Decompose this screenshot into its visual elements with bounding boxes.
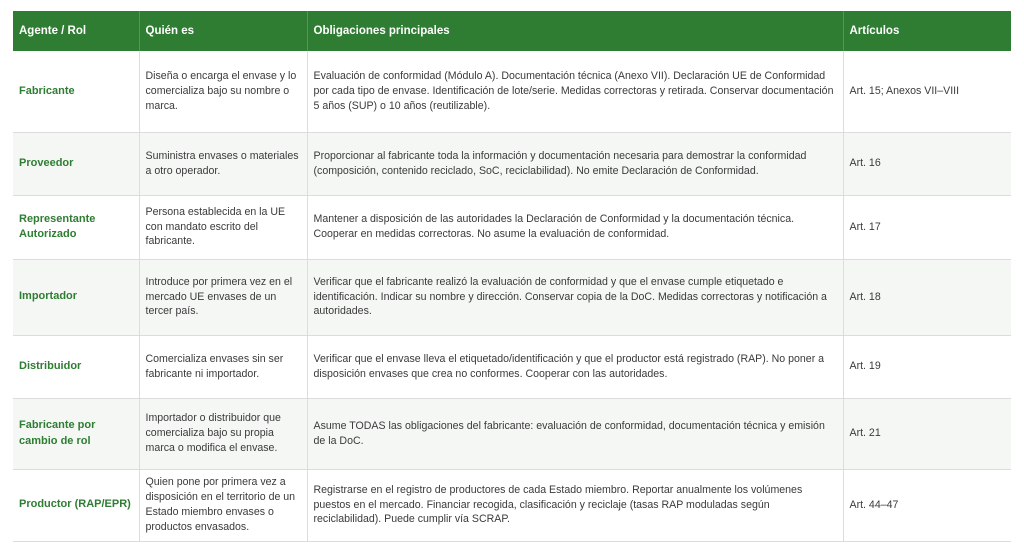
cell-articles: Art. 17 <box>843 195 1011 259</box>
table-header-row <box>13 11 1011 51</box>
cell-who: Importador o distribuidor que comercializa bajo su propia marca o modifica el envase. <box>139 398 307 469</box>
header-who: Quién es <box>139 11 307 51</box>
table-row <box>13 398 1011 469</box>
cell-who: Quien pone por primera vez a disposición en el territorio de un Estado miembro envases o productos envasados. <box>139 469 307 541</box>
cell-who: Persona establecida en la UE con mandato escrito del fabricante. <box>139 195 307 259</box>
cell-articles: Art. 44–47 <box>843 469 1011 541</box>
cell-obligations: Verificar que el envase lleva el etiquetado/identificación y que el productor está registrado (RAP). No poner a disposición envases que crea no conformes. Cooperar con las autoridades. <box>307 335 843 398</box>
cell-obligations: Mantener a disposición de las autoridades la Declaración de Conformidad y la documentación técnica. Cooperar en medidas correctoras. No asume la evaluación de conformidad. <box>307 195 843 259</box>
cell-obligations: Proporcionar al fabricante toda la información y documentación necesaria para demostrar la conformidad (composición, contenido reciclado, SoC, reciclabilidad). No emite Declaración de Conformidad. <box>307 132 843 195</box>
cell-role: Distribuidor <box>13 335 139 398</box>
cell-obligations: Verificar que el fabricante realizó la evaluación de conformidad y que el envase cumple etiquetado e identificación. Indicar su nombre y dirección. Conservar copia de la DoC. Medidas correctoras y notificación a autoridades. <box>307 259 843 335</box>
obligations-table <box>13 11 1011 542</box>
cell-articles: Art. 16 <box>843 132 1011 195</box>
table-row <box>13 335 1011 398</box>
header-obligations: Obligaciones principales <box>307 11 843 51</box>
obligations-table-container <box>13 11 1011 542</box>
cell-obligations: Asume TODAS las obligaciones del fabricante: evaluación de conformidad, documentación técnica y emisión de la DoC. <box>307 398 843 469</box>
table-row <box>13 259 1011 335</box>
cell-role: Productor (RAP/EPR) <box>13 469 139 541</box>
cell-role: Fabricante por cambio de rol <box>13 398 139 469</box>
cell-who: Comercializa envases sin ser fabricante ni importador. <box>139 335 307 398</box>
header-agent-role: Agente / Rol <box>13 11 139 51</box>
cell-role: Fabricante <box>13 51 139 132</box>
cell-role: Representante Autorizado <box>13 195 139 259</box>
cell-articles: Art. 18 <box>843 259 1011 335</box>
cell-obligations: Registrarse en el registro de productores de cada Estado miembro. Reportar anualmente los volúmenes puestos en el mercado. Financiar recogida, clasificación y reciclaje (tasas RAP moduladas según reciclabilidad). Puede cumplir vía SCRAP. <box>307 469 843 541</box>
cell-articles: Art. 21 <box>843 398 1011 469</box>
table-row <box>13 51 1011 132</box>
header-articles: Artículos <box>843 11 1011 51</box>
table-row <box>13 195 1011 259</box>
cell-role: Proveedor <box>13 132 139 195</box>
cell-articles: Art. 15; Anexos VII–VIII <box>843 51 1011 132</box>
cell-articles: Art. 19 <box>843 335 1011 398</box>
cell-who: Diseña o encarga el envase y lo comercializa bajo su nombre o marca. <box>139 51 307 132</box>
cell-who: Introduce por primera vez en el mercado UE envases de un tercer país. <box>139 259 307 335</box>
table-row <box>13 132 1011 195</box>
cell-who: Suministra envases o materiales a otro operador. <box>139 132 307 195</box>
table-row <box>13 469 1011 541</box>
cell-obligations: Evaluación de conformidad (Módulo A). Documentación técnica (Anexo VII). Declaración UE de Conformidad por cada tipo de envase. Identificación de lote/serie. Medidas correctoras y retirada. Conservar documentación 5 años (SUP) o 10 años (reutilizable). <box>307 51 843 132</box>
cell-role: Importador <box>13 259 139 335</box>
